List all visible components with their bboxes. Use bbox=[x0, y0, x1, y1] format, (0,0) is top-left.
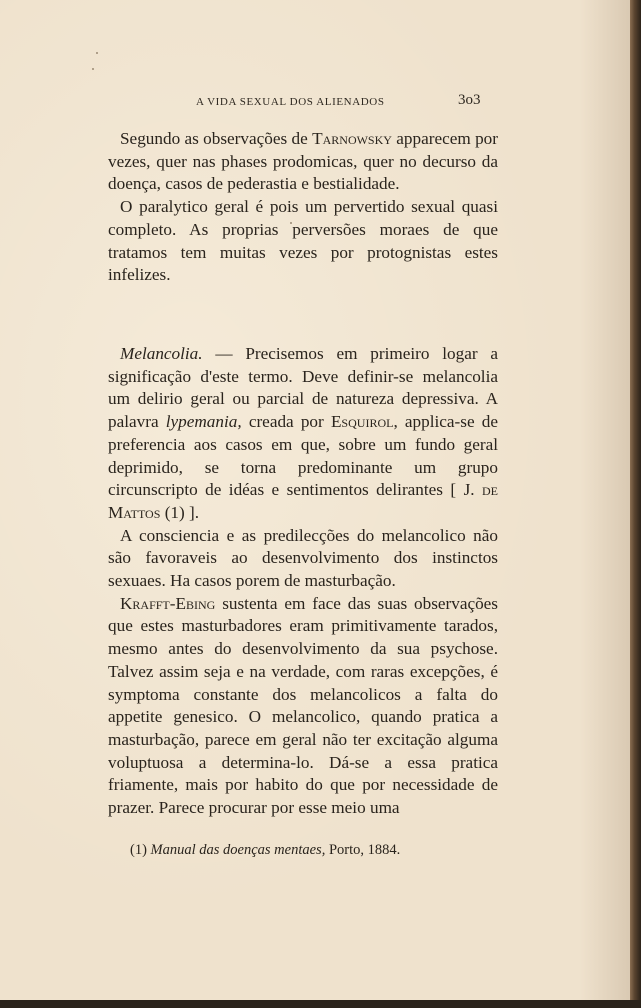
text-block-top bbox=[108, 128, 498, 287]
author-name: Esquirol bbox=[330, 412, 394, 432]
running-title: A VIDA SEXUAL DOS ALIENADOS bbox=[196, 96, 385, 108]
author-name: Tarnowsky bbox=[312, 129, 392, 148]
author-name: Krafft-Ebing bbox=[120, 593, 216, 613]
paper-speck bbox=[92, 68, 94, 70]
text-block-main bbox=[108, 343, 498, 820]
paragraph-melancolia: Melancolia. — Precisemos em primeiro logar a significação d'este termo. Deve definir-se melancolia um delirio geral ou parcial de natureza depressiva. A palavra lypemania, creada por Esquirol, applica-se de preferencia aos casos em que, sobre um fundo geral deprimido, se torna predominante um grupo circunscripto de idéas e sentimentos delirantes [ J. de Mattos (1) ]. bbox=[108, 344, 498, 522]
paragraph-tarnowsky: Segundo as observações de Tarnowsky apparecem por vezes, quer nas phases prodomicas, quer no decurso da doença, casos de pederastia e bestialidade. bbox=[108, 129, 498, 194]
term-lypemania: lypemania, bbox=[165, 412, 242, 432]
page-header bbox=[0, 92, 630, 112]
paragraph-paralytico: O paralytico geral é pois um pervertido sexual quasi completo. As proprias perversões moraes de que tratamos tem muitas vezes por protognistas estes infelizes. bbox=[108, 197, 498, 285]
author-name: Mattos bbox=[108, 502, 161, 522]
paper-speck bbox=[96, 52, 98, 54]
footnote-title: Manual das doenças mentaes, bbox=[150, 842, 326, 858]
page-number: 3o3 bbox=[458, 92, 481, 108]
book-edge bbox=[630, 0, 641, 1008]
paragraph-krafft-ebing: Krafft-Ebing sustenta em face das suas observações que estes masturbadores eram primitivamente tarados, mesmo antes do desenvolvimento da sua psychose. Talvez assim seja e na verdade, com raras excepções, é symptoma constante dos melancolicos a falta do appetite genesico. O melancolico, quando pratica a masturbação, parece em geral não ter excitação alguma voluptuosa a determina-lo. Dá-se a essa pratica friamente, mais por habito do que por necessidade de prazer. Parece procurar por esse meio uma bbox=[108, 593, 498, 818]
section-heading: Melancolia. bbox=[120, 344, 203, 363]
bottom-edge bbox=[0, 1000, 641, 1008]
paragraph-consciencia: A consciencia e as predilecções do melancolico não são favoraveis ao desenvolvimento dos instinctos sexuaes. Ha casos porem de masturbação. bbox=[108, 525, 498, 591]
footnote: (1) Manual das doenças mentaes, Porto, 1884. bbox=[130, 842, 401, 858]
